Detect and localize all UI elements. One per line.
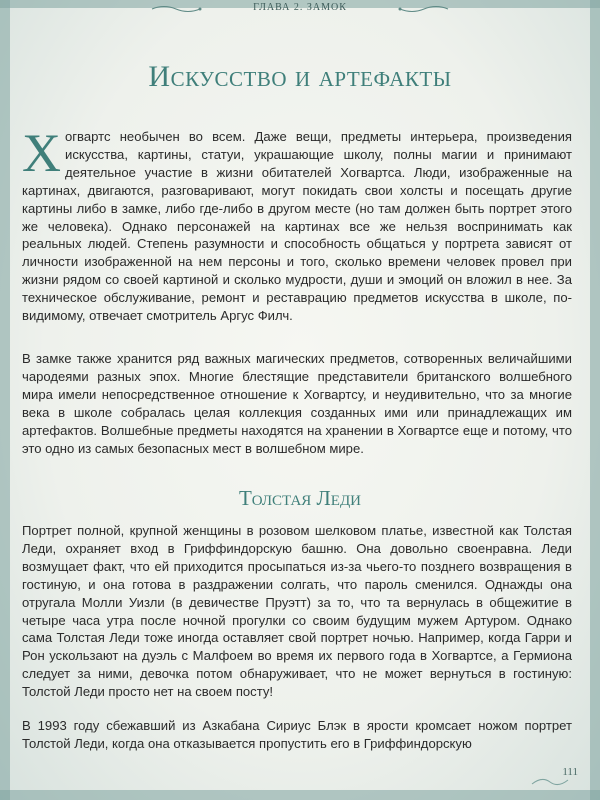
chapter-header: ГЛАВА 2. ЗАМОК	[253, 2, 347, 13]
section-paragraph-2: В замке также хранится ряд важных магических предметов, сотворенных величайшими чародеями разных эпох. Многие блестящие представители британского волшебного мира имели непосредственное отношение к Хогвартсу, и неудивительно, что за многие века в школе собралась целая коллекция созданных ими или принадлежащих им артефактов. Волшебные предметы находятся на хранении в Хогвартсе еще и потому, что это одно из самых безопасных мест в волшебном мире.	[22, 351, 572, 456]
subsection-paragraph-2: В 1993 году сбежавший из Азкабана Сириус Блэк в ярости кромсает ножом портрет Толстой Леди, когда она отказывается пропустить его в Гриффиндорскую	[22, 718, 572, 751]
subsection-title: Толстая Леди	[238, 486, 362, 510]
page-number: 111	[562, 766, 578, 778]
page-border-bottom	[0, 790, 600, 800]
section-title: Искусство и артефакты	[148, 60, 452, 93]
header-ornament-right-icon	[398, 4, 450, 14]
page-border-right	[590, 0, 600, 800]
paragraph-1-text: огвартс необычен во всем. Даже вещи, предметы интерьера, произведения искусства, картины, статуи, украшающие школу, полны магии и принимают деятельное участие в жизни обитателей Хогвартса. Люди, изображенные на картинах, двигаются, разговаривают, могут покидать свои холсты и посещать другие картины либо в замке, либо где-либо в другом месте (но там должен быть портрет этого же человека). Однако персонажей на картинах все же нельзя воспринимать как реальных людей. Степень разумности и способность общаться у портрета зависят от личности изображенной на нем персоны и того, сколько времени человек провел при жизни рядом со своей картиной и сколько мудрости, души и эмоций он вложил в нее. За техническое обслуживание, ремонт и реставрацию предметов искусства в школе, по-видимому, отвечает смотритель Аргус Филч.	[22, 129, 572, 324]
drop-cap: Х	[22, 123, 61, 183]
page-border-left	[0, 0, 10, 800]
section-paragraph-1	[22, 123, 572, 325]
subsection-paragraph-1: Портрет полной, крупной женщины в розовом шелковом платье, известной как Толстая Леди, охраняет вход в Гриффиндорскую башню. Она довольно своенравна. Леди возмущает факт, что ей приходится просыпаться из-за чьего-то позднего возвращения в гостиную, и она готова в раздражении солгать, что пароль сменился. Однажды она отругала Молли Уизли (в девичестве Пруэтт) за то, что та вернулась в общежитие в четыре часа утра после ночной прогулки со своим будущим мужем Артуром. Однако сама Толстая Леди тоже иногда оставляет свой портрет ночью. Например, когда Гарри и Рон ускользают на дуэль с Малфоем во время их первого года в Хогвартсе, а Гермиона следует за ними, девочка потом обнаруживает, что не может вернуться в гостиную: Толстой Леди просто нет на своем посту!	[22, 523, 572, 700]
